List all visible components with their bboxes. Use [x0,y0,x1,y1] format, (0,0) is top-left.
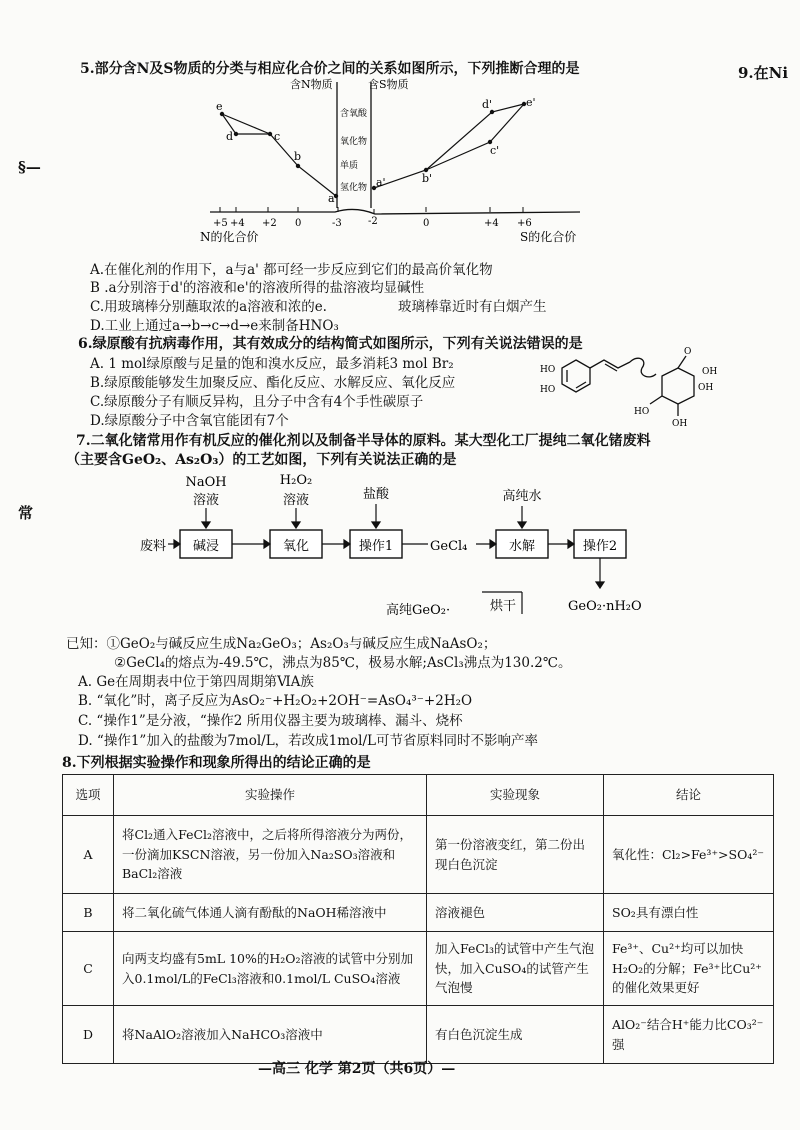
arrow-head [292,522,300,528]
row-phenomenon: 加入FeCl₃的试管中产生气泡快，加入CuSO₄的试管产生气泡慢 [427,932,604,1006]
s-axis-label: S的化合价 [520,230,577,244]
table-row [63,932,774,1006]
table-header-row [63,775,774,816]
arrow-head [372,522,380,528]
table-row [63,894,774,932]
point-label: e' [526,96,536,109]
q7-process-flow [130,468,670,624]
q5-valence-chart [190,76,610,254]
q6-stem: 6.绿原酸有抗病毒作用，其有效成分的结构简式如图所示，下列有关说法错误的是 [78,336,583,352]
point-label: c [274,130,281,143]
chlorogenic-acid-structure [538,346,738,430]
q7-stem-line2: （主要含GeO₂、As₂O₃）的工艺如图，下列有关说法正确的是 [66,452,457,468]
dry-label: 烘干 [490,599,517,614]
cut-text-right: 9.在Ni [738,64,789,82]
point-label: b' [422,172,433,185]
table-row [63,1006,774,1064]
point-label: a' [376,176,386,189]
n-tick-label: 0 [295,218,302,229]
reagent-naoh: NaOH [185,475,227,490]
row-label: D [63,1006,114,1064]
q5-option-d: D.工业上通过a→b→c→d→e来制备HNO₃ [90,318,339,334]
row-operation: 向两支均盛有5mL 10%的H₂O₂溶液的试管中分别加入0.1mol/L的FeCl₃溶液和0.1mol/L CuSO₄溶液 [114,932,427,1006]
margin-mark-left-2: 常 [18,504,34,522]
s-tick-label: +4 [484,218,499,229]
arrow-head [174,540,180,548]
reagent-h2o2: H₂O₂ [279,473,313,488]
oh-label: OH [698,383,714,393]
oh-bond [650,396,662,404]
arrow-head [264,540,270,548]
row-conclusion: SO₂具有漂白性 [604,894,774,932]
point-label: d' [482,98,493,111]
flow-gecl4: GeCl₄ [430,539,468,554]
right-header: 含S物质 [368,78,409,91]
header-operation: 实验操作 [114,775,427,816]
reagent-naoh-solution: 溶液 [192,493,220,508]
n-tick-label: +5 [213,218,228,229]
table-row [63,816,774,894]
q7-known-2: ②GeCl₄的熔点为-49.5℃，沸点为85℃，极易水解;AsCl₃沸点为130.2℃。 [114,655,572,671]
n-tick-label: -3 [332,218,342,229]
q5-stem: 5.部分含N及S物质的分类与相应化合价之间的关系如图所示，下列推断合理的是 [80,61,580,77]
product-pure-geo2: 高纯GeO₂· [386,603,451,618]
margin-mark-left: §— [18,158,41,176]
oh-label: OH [702,367,718,377]
box-label: 碱浸 [192,539,220,554]
point-d [234,132,238,136]
box-label: 氧化 [282,539,310,554]
category-label: 含氧酸 [340,109,368,119]
q8-stem: 8.下列根据实验操作和现象所得出的结论正确的是 [62,755,371,771]
row-phenomenon: 有白色沉淀生成 [427,1006,604,1064]
q8-experiment-table [62,774,774,1064]
q7-stem-line1: 7.二氧化锗常用作有机反应的催化剂以及制备半导体的原料。某大型化工厂提纯二氧化锗废料 [76,433,651,449]
cooh-bond [678,356,686,368]
point-label: d [226,130,234,143]
n-tick-label: +4 [230,218,245,229]
arrow-head [344,540,350,548]
q7-option-c: C. “操作1”是分液，“操作2 所用仪器主要为玻璃棒、漏斗、烧杯 [78,713,463,729]
category-label: 单质 [340,161,359,171]
ester-link [630,358,656,377]
point-label: e [216,100,223,113]
s-tick-label: +6 [517,218,532,229]
q5-option-b: B .a分别溶于d'的溶液和e'的溶液所得的盐溶液均显碱性 [90,280,425,296]
double-bond [605,364,617,371]
reagent-pure-water: 高纯水 [502,489,542,504]
chart-points [220,102,526,198]
category-label: 氢化物 [340,183,368,193]
oh-label: OH [672,419,688,429]
reagent-hcl: 盐酸 [362,487,390,502]
box-label: 操作2 [582,539,618,554]
row-operation: 将Cl₂通入FeCl₂溶液中，之后将所得溶液分为两份，一份滴加KSCN溶液，另一份加入Na₂SO₃溶液和BaCl₂溶液 [114,816,427,894]
point-label: c' [490,144,500,157]
q6-option-a: A. 1 mol绿原酸与足量的饱和溴水反应，最多消耗3 mol Br₂ [90,356,454,372]
benzene-ring [562,360,590,392]
page-footer: —高三 化学 第2页（共6页）— [258,1061,456,1077]
cyclohexane-ring [662,368,694,404]
o-label: O [684,347,692,357]
row-phenomenon: 溶液褪色 [427,894,604,932]
row-label: C [63,932,114,1006]
q7-known-1: 已知：①GeO₂与碱反应生成Na₂GeO₃；As₂O₃与碱反应生成NaAsO₂； [66,636,497,652]
arrow-head [518,522,526,528]
point-c [268,132,272,136]
point-label: a [328,192,335,205]
q6-option-d: D.绿原酸分子中含氧官能团有7个 [90,413,289,429]
valence-axis-line [210,209,580,214]
oh-label: HO [540,365,556,375]
q5-option-c-tail: 玻璃棒靠近时有白烟产生 [398,299,547,315]
flow-start: 废料 [140,539,167,554]
category-label: 氧化物 [340,137,368,147]
arrow-head [568,540,574,548]
s-line-c [374,104,524,188]
row-label: A [63,816,114,894]
s-tick-label: 0 [423,218,430,229]
row-label: B [63,894,114,932]
row-conclusion: 氧化性：Cl₂>Fe³⁺>SO₄²⁻ [604,816,774,894]
oh-label: HO [634,407,650,417]
point-label: b [294,150,302,163]
q6-option-c: C.绿原酸分子有顺反异构，且分子中含有4个手性碳原子 [90,394,424,410]
header-conclusion: 结论 [604,775,774,816]
box-label: 水解 [508,539,536,554]
left-header: 含N物质 [290,78,333,91]
n-tick-label: +2 [262,218,277,229]
header-option: 选项 [63,775,114,816]
row-phenomenon: 第一份溶液变红，第二份出现白色沉淀 [427,816,604,894]
row-conclusion: AlO₂⁻结合H⁺能力比CO₃²⁻强 [604,1006,774,1064]
arrow-head [490,540,496,548]
oh-label: HO [540,385,556,395]
q5-option-c: C.用玻璃棒分别蘸取浓的a溶液和浓的e. [90,299,327,315]
n-line [222,114,336,196]
arrow-head [596,582,604,588]
row-operation: 将二氧化硫气体通人滴有酚酞的NaOH稀溶液中 [114,894,427,932]
point-b [296,164,300,168]
row-conclusion: Fe³⁺、Cu²⁺均可以加快H₂O₂的分解；Fe³⁺比Cu²⁺的催化效果更好 [604,932,774,1006]
q6-option-b: B.绿原酸能够发生加聚反应、酯化反应、水解反应、氧化反应 [90,375,456,391]
s-tick-label: -2 [368,216,378,227]
n-axis-label: N的化合价 [200,230,259,244]
product-hydrate: GeO₂·nH₂O [568,599,642,614]
reagent-h2o2-solution: 溶液 [282,493,310,508]
header-phenomenon: 实验现象 [427,775,604,816]
arrow-head [202,522,210,528]
q7-option-b: B. “氧化”时，离子反应为AsO₂⁻+H₂O₂+2OH⁻=AsO₄³⁻+2H₂O [78,693,473,709]
row-operation: 将NaAlO₂溶液加入NaHCO₃溶液中 [114,1006,427,1064]
q7-option-a: A. Ge在周期表中位于第四周期第ⅥA族 [78,674,314,690]
q5-option-a: A.在催化剂的作用下，a与a' 都可经一步反应到它们的最高价氧化物 [90,262,493,278]
box-label: 操作1 [358,539,394,554]
s-line-d [426,104,524,170]
q7-option-d: D. “操作1”加入的盐酸为7mol/L，若改成1mol/L可节省原料同时不影响产率 [78,733,539,749]
